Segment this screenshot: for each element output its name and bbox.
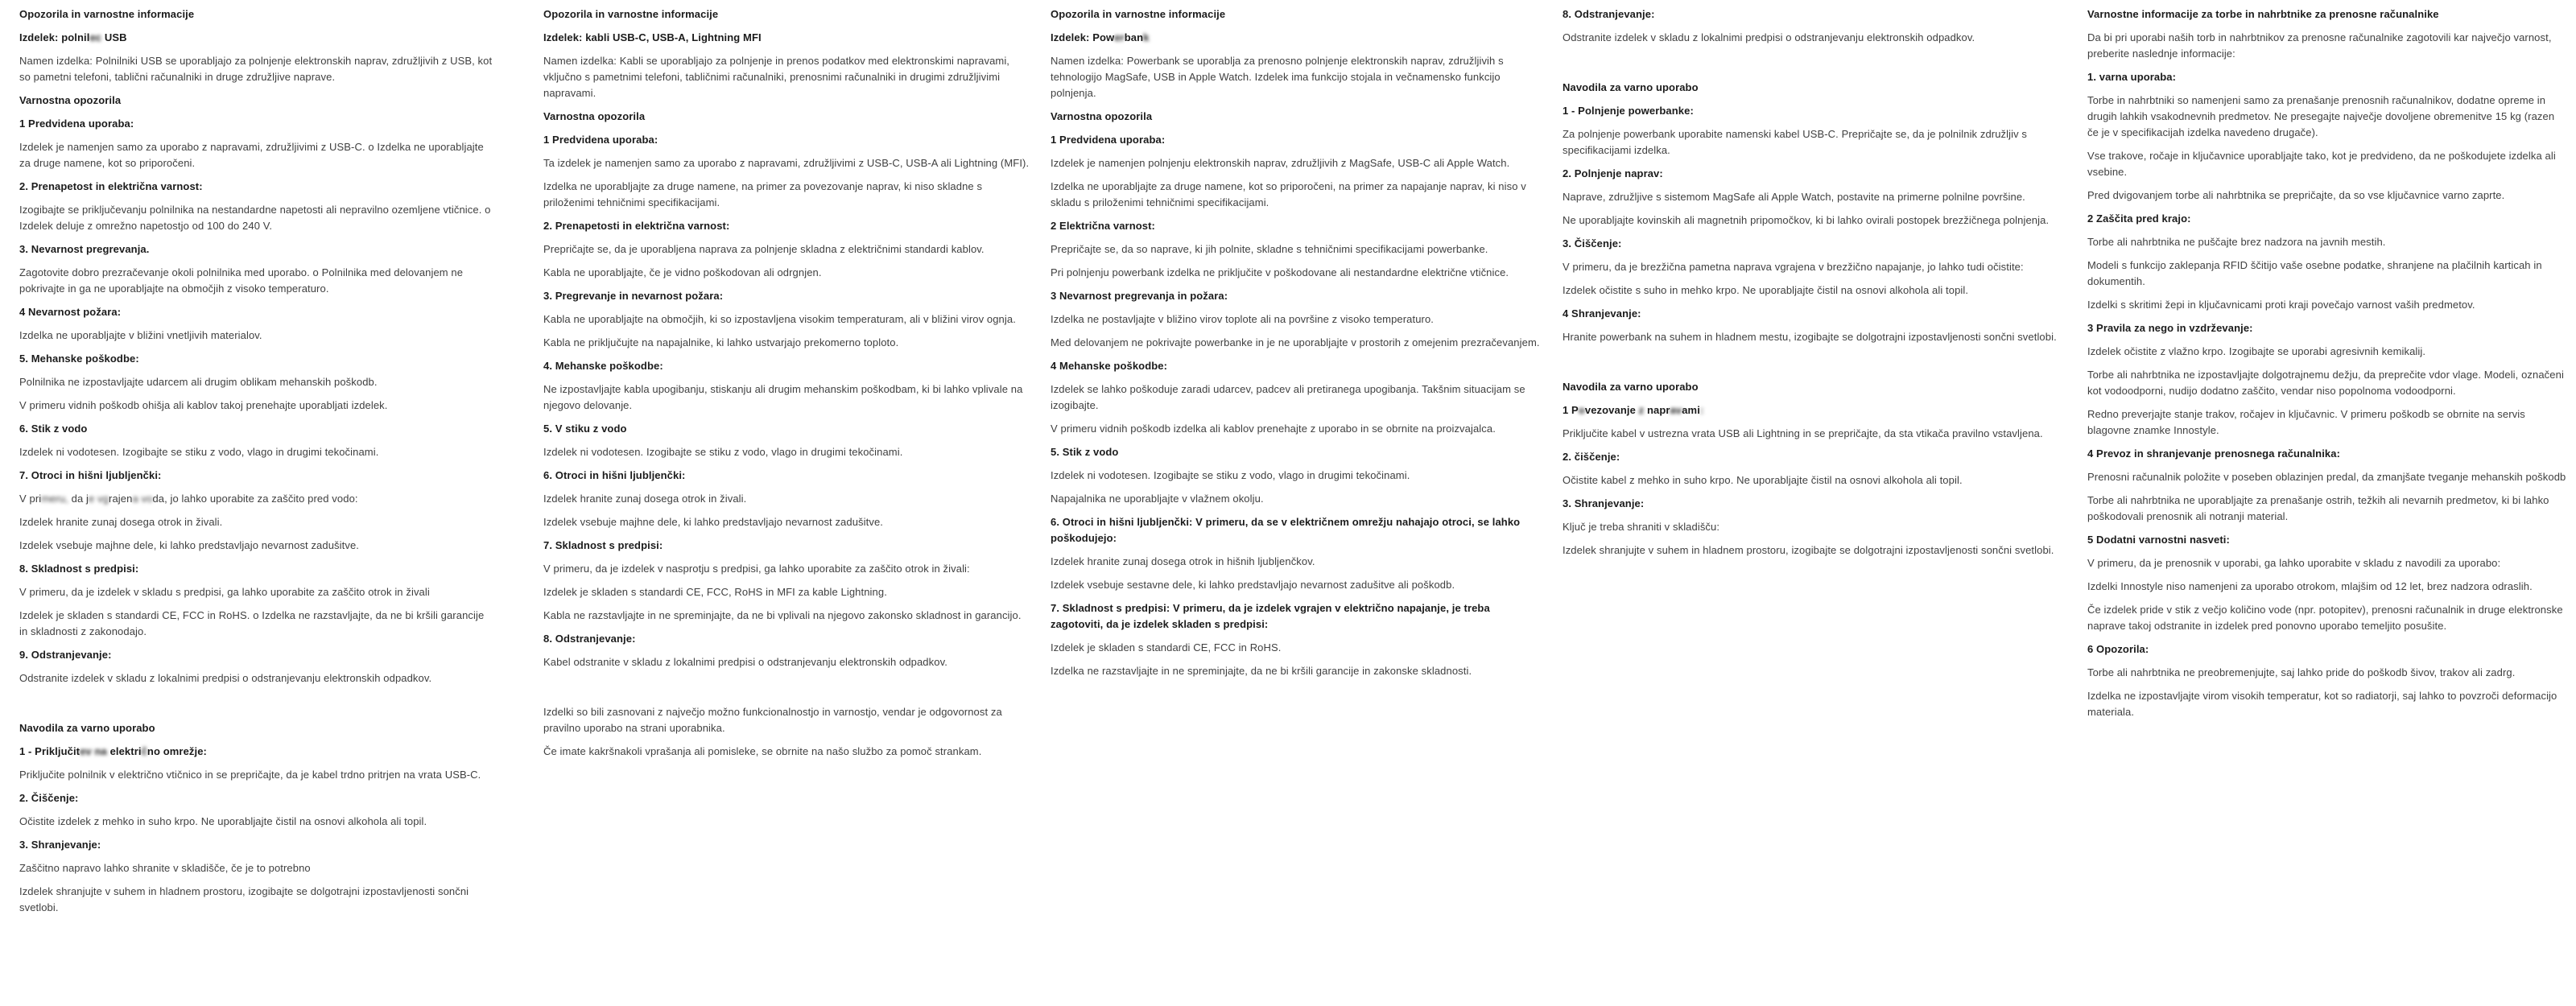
paragraph: Izdelek vsebuje majhne dele, ki lahko predstavljajo nevarnost zadušitve. (19, 539, 359, 551)
smudged-text-segment: : (1699, 404, 1704, 416)
paragraph: Izdelek očistite s suho in mehko krpo. Ne uporabljajte čistil na osnovi alkohola ali topil. (1563, 284, 1969, 296)
section-heading (1563, 402, 2058, 418)
text-segment: ban (1124, 31, 1144, 43)
section-heading: 2. čiščenje: (1563, 451, 1620, 463)
section-heading: Varnostna opozorila (1051, 110, 1153, 122)
section-heading: 8. Odstranjevanje: (1563, 8, 1655, 20)
smudged-text-segment: ec (89, 31, 102, 43)
text-segment: Izdelek: Pow (1051, 31, 1115, 43)
section-heading: Opozorila in varnostne informacije (19, 8, 195, 20)
paragraph: Da bi pri uporabi naših torb in nahrbtnikov za prenosne računalnike zagotovili kar največjo varnost, preberite naslednje informacije: (2087, 31, 2552, 60)
paragraph: Zaščitno napravo lahko shranite v skladišče, če je to potrebno (19, 862, 311, 874)
paragraph: Očistite kabel z mehko in suho krpo. Ne uporabljajte čistil na osnovi alkohola ali topil. (1563, 474, 1963, 486)
text-segment: da j (68, 493, 89, 505)
smudged-text-segment: av (1670, 404, 1682, 416)
paragraph: Modeli s funkcijo zaklepanja RFID ščitijo vaše osebne podatke, shranjene na plačilnih karticah in dokumentih. (2087, 259, 2542, 287)
paragraph: Kabel odstranite v skladu z lokalnimi predpisi o odstranjevanju elektronskih odpadkov. (543, 656, 947, 668)
column-usb-charger (19, 6, 493, 923)
section-heading: 7. Skladnost s predpisi: (543, 539, 663, 551)
column-powerbank-continued (1563, 6, 2058, 566)
paragraph: Izdelek je skladen s standardi CE, FCC, RoHS in MFI za kable Lightning. (543, 586, 887, 598)
section-heading: 5. Mehanske poškodbe: (19, 353, 139, 365)
paragraph: Torbe in nahrbtniki so namenjeni samo za prenašanje prenosnih računalnikov, dodatne opreme in drugih lahkih vsakodnevnih predmetov. Ne presegajte največje dovoljene obremenitve 15 kg (razen če je v specifikacijah izdelka navedeno drugače). (2087, 94, 2555, 138)
section-heading: Navodila za varno uporabo (1563, 81, 1699, 93)
paragraph: Izdelek ni vodotesen. Izogibajte se stiku z vodo, vlago in drugimi tekočinami. (19, 446, 379, 458)
column-laptop-bags (2087, 6, 2566, 728)
paragraph: Torbe ali nahrbtnika ne puščajte brez nadzora na javnih mestih. (2087, 236, 2386, 248)
section-heading: 6. Otroci in hišni ljubljenčki: (543, 469, 686, 481)
paragraph: Pred dvigovanjem torbe ali nahrbtnika se prepričajte, da so vse ključavnice varno zaprte. (2087, 189, 2505, 201)
section-heading: 3. Nevarnost pregrevanja. (19, 243, 150, 255)
section-heading: 3. Pregrevanje in nevarnost požara: (543, 290, 724, 302)
column-cables (543, 6, 1034, 767)
section-heading: Varnostna opozorila (19, 94, 122, 106)
paragraph: V primeru vidnih poškodb izdelka ali kablov prenehajte z uporabo in se obrnite na proizvajalca. (1051, 423, 1496, 435)
section-heading: 4 Prevoz in shranjevanje prenosnega računalnika: (2087, 447, 2341, 460)
paragraph: Če imate kakršnakoli vprašanja ali pomisleke, se obrnite na našo službo za pomoč strankam. (543, 745, 982, 757)
section-heading: 1 Predvidena uporaba: (543, 134, 658, 146)
section-heading: 3. Čiščenje: (1563, 237, 1622, 249)
paragraph: Izdelek vsebuje sestavne dele, ki lahko predstavljajo nevarnost zadušitve ali poškodb. (1051, 579, 1455, 591)
paragraph: Naprave, združljive s sistemom MagSafe ali Apple Watch, postavite na primerne polnilne površine. (1563, 191, 2025, 203)
paragraph: Torbe ali nahrbtnika ne uporabljajte za prenašanje ostrih, težkih ali nevarnih predmetov, ki bi lahko poškodovali prenosnik ali notranji material. (2087, 494, 2549, 522)
paragraph: Ključ je treba shraniti v skladišču: (1563, 521, 1720, 533)
paragraph: V primeru, da je brezžična pametna naprava vgrajena v brezžično napajanje, jo lahko tudi očistite: (1563, 261, 2024, 273)
paragraph: Redno preverjajte stanje trakov, ročajev in ključavnic. V primeru poškodb se obrnite na servis blagovne znamke Innostyle. (2087, 408, 2525, 436)
section-heading: 1. varna uporaba: (2087, 71, 2177, 83)
paragraph: V primeru vidnih poškodb ohišja ali kablov takoj prenehajte uporabljati izdelek. (19, 399, 388, 411)
paragraph: Namen izdelka: Polnilniki USB se uporabljajo za polnjenje elektronskih naprav, združljivih z USB, kot so pametni telefoni, tablični računalniki in druge združljive naprave. (19, 55, 493, 83)
paragraph: Kabla ne razstavljajte in ne spreminjajte, da ne bi vplivali na njegovo zakonsko skladnost in garancijo. (543, 609, 1022, 621)
section-heading: 4 Shranjevanje: (1563, 307, 1641, 320)
section-heading: Navodila za varno uporabo (19, 722, 155, 734)
section-heading: 2. Čiščenje: (19, 792, 79, 804)
text-segment: ami (1682, 404, 1700, 416)
section-heading: 2. Prenapetost in električna varnost: (19, 180, 203, 192)
paragraph: Izdelki so bili zasnovani z največjo možno funkcionalnostjo in varnostjo, vendar je odgovornost za pravilno uporabo na strani uporabnika. (543, 706, 1002, 734)
paragraph: Izdelek shranjujte v suhem in hladnem prostoru, izogibajte se dolgotrajni izpostavljenosti sončni svetlobi. (19, 885, 469, 913)
paragraph: Ne uporabljajte kovinskih ali magnetnih pripomočkov, ki bi lahko ovirali postopek brezžičnega polnjenja. (1563, 214, 2050, 226)
smudged-text-segment: k (1143, 31, 1150, 43)
smudged-text-segment: č (141, 745, 147, 757)
section-heading: 5. V stiku z vodo (543, 423, 627, 435)
paragraph: Izdelki Innostyle niso namenjeni za uporabo otrokom, mlajšim od 12 let, brez nadzora odraslih. (2087, 580, 2533, 592)
paragraph: Izdelka ne razstavljajte in ne spreminjajte, da ne bi kršili garancije in zakonske skladnosti. (1051, 665, 1472, 677)
text-segment: rajen (109, 493, 133, 505)
section-heading: 6. Stik z vodo (19, 423, 88, 435)
column-powerbank (1051, 6, 1542, 686)
paragraph: Kabla ne uporabljajte na območjih, ki so izpostavljena visokim temperaturam, ali v bližini virov ognja. (543, 313, 1016, 325)
paragraph: Izdelek je namenjen polnjenju elektronskih naprav, združljivih z MagSafe, USB-C ali Apple Watch. (1051, 157, 1510, 169)
section-heading: 3. Shranjevanje: (1563, 497, 1645, 509)
paragraph: Polnilnika ne izpostavljajte udarcem ali drugim oblikam mehanskih poškodb. (19, 376, 378, 388)
paragraph: Priključite kabel v ustrezna vrata USB ali Lightning in se prepričajte, da sta vtikača pravilno vstavljena. (1563, 427, 2043, 439)
text-segment: USB (101, 31, 127, 43)
section-heading: 2. Prenapetosti in električna varnost: (543, 220, 730, 232)
paragraph: Izdelek je skladen s standardi CE, FCC in RoHS. (1051, 641, 1282, 653)
paragraph: Izdelka ne izpostavljajte virom visokih temperatur, kot so radiatorji, saj lahko to povzroči deformacijo materiala. (2087, 690, 2557, 718)
paragraph: Za polnjenje powerbank uporabite namenski kabel USB-C. Prepričajte se, da je polnilnik združljiv s specifikacijami izdelka. (1563, 128, 2028, 156)
paragraph: Prepričajte se, da je uporabljena naprava za polnjenje skladna z električnimi standardi kablov. (543, 243, 985, 255)
smudged-text-segment: er (1114, 31, 1125, 43)
section-heading: 5 Dodatni varnostni nasveti: (2087, 534, 2230, 546)
section-heading: 8. Odstranjevanje: (543, 633, 636, 645)
section-heading: 2 Zaščita pred krajo: (2087, 212, 2191, 225)
text-segment: 1 P (1563, 404, 1579, 416)
paragraph: Če izdelek pride v stik z večjo količino vode (npr. potopitev), prenosni računalnik in druge elektronske naprave takoj odstranite in izdelek pred ponovno uporabo temeljito posušite. (2087, 604, 2563, 632)
section-heading: Izdelek: kabli USB-C, USB-A, Lightning MFI (543, 31, 762, 43)
paragraph: Izdelki s skritimi žepi in ključavnicami proti kraji povečajo varnost vaših predmetov. (2087, 299, 2475, 311)
paragraph: Hranite powerbank na suhem in hladnem mestu, izogibajte se dolgotrajni izpostavljenosti sončni svetlobi. (1563, 331, 2057, 343)
paragraph: Kabla ne uporabljajte, če je vidno poškodovan ali odrgnjen. (543, 266, 822, 278)
paragraph: V primeru, da je izdelek v nasprotju s predpisi, ga lahko uporabite za zaščito otrok in živali: (543, 563, 970, 575)
paragraph: Izdelek vsebuje majhne dele, ki lahko predstavljajo nevarnost zadušitve. (543, 516, 883, 528)
paragraph: Ta izdelek je namenjen samo za uporabo z napravami, združljivimi z USB-C, USB-A ali Lightning (MFI). (543, 157, 1030, 169)
text-segment: da, jo lahko uporabite za zaščito pred vodo: (152, 493, 358, 505)
paragraph: Torbe ali nahrbtnika ne izpostavljajte dolgotrajnemu dežju, da preprečite vdor vlage. Modeli, označeni kot vodoodporni, nudijo dodatno zaščito, vendar niso popolnoma vodoodporni. (2087, 369, 2564, 397)
paragraph: Izdelka ne uporabljajte za druge namene, na primer za povezovanje naprav, ki niso skladne s priloženimi tehničnimi specifikacijami. (543, 180, 983, 208)
text-segment: Izdelek: polnil (19, 31, 90, 43)
section-heading: Opozorila in varnostne informacije (1051, 8, 1226, 20)
paragraph: Priključite polnilnik v električno vtičnico in se prepričajte, da je kabel trdno pritrjen na vrata USB-C. (19, 769, 481, 781)
section-heading: 4 Mehanske poškodbe: (1051, 360, 1168, 372)
section-heading (19, 30, 493, 46)
paragraph: Kabla ne priključujte na napajalnike, ki lahko ustvarjajo prekomerno toploto. (543, 336, 899, 348)
paragraph: Namen izdelka: Powerbank se uporablja za prenosno polnjenje elektronskih naprav, združljivih s tehnologijo MagSafe, USB in Apple Watch. Izdelek ima funkcijo stojala in večnamensko funkcijo polnjenja. (1051, 55, 1504, 99)
paragraph: Prenosni računalnik položite v poseben oblazinjen predal, da zmanjšate tveganje mehanskih poškodb (2087, 471, 2566, 483)
paragraph: Napajalnika ne uporabljajte v vlažnem okolju. (1051, 493, 1264, 505)
section-heading: 9. Odstranjevanje: (19, 649, 112, 661)
paragraph: Izdelek hranite zunaj dosega otrok in hišnih ljubljenčkov. (1051, 555, 1315, 567)
paragraph: Izdelka ne postavljajte v bližino virov toplote ali na površine z visoko temperaturo. (1051, 313, 1435, 325)
text-segment: V pri (19, 493, 42, 505)
section-heading: 1 Predvidena uporaba: (19, 118, 134, 130)
paragraph: Namen izdelka: Kabli se uporabljajo za polnjenje in prenos podatkov med elektronskimi napravami, vključno s pametnimi telefoni, tabličnimi računalniki, prenosnimi računalniki in drugimi združljivimi napravami. (543, 55, 1010, 99)
text-segment: napr (1644, 404, 1670, 416)
paragraph: Očistite izdelek z mehko in suho krpo. Ne uporabljajte čistil na osnovi alkohola ali topil. (19, 815, 427, 827)
paragraph: Izdelka ne uporabljajte za druge namene, kot so priporočeni, na primer za napajanje naprav, ki niso v skladu s priloženimi tehničnimi specifikacijami. (1051, 180, 1526, 208)
section-heading: 7. Skladnost s predpisi: V primeru, da je izdelek vgrajen v električno napajanje, je treba zagotoviti, da je izdelek skladen s predpisi: (1051, 602, 1490, 630)
smudged-text-segment: a vo (132, 493, 153, 505)
paragraph: Med delovanjem ne pokrivajte powerbanke in je ne uporabljajte v prostorih z omejenim prezračevanjem. (1051, 336, 1540, 348)
smudged-text-segment: meru, (41, 493, 68, 505)
paragraph: Zagotovite dobro prezračevanje okoli polnilnika med uporabo. o Polnilnika med delovanjem ne pokrivajte in ga ne uporabljajte na območjih z visoko temperaturo. (19, 266, 464, 295)
paragraph: Ne izpostavljajte kabla upogibanju, stiskanju ali drugim mehanskim poškodbam, ki bi lahko vplivale na njegovo delovanje. (543, 383, 1023, 411)
section-heading: 4 Nevarnost požara: (19, 306, 122, 318)
paragraph: Izogibajte se priključevanju polnilnika na nestandardne napetosti ali nepravilno ozemljene vtičnice. o Izdelek deluje z omrežno napetostjo od 100 do 240 V. (19, 204, 491, 232)
section-heading (19, 744, 493, 760)
paragraph: Izdelek shranjujte v suhem in hladnem prostoru, izogibajte se dolgotrajni izpostavljenosti sončni svetlobi. (1563, 544, 2054, 556)
paragraph: Pri polnjenju powerbank izdelka ne priključite v poškodovane ali nestandardne električne vtičnice. (1051, 266, 1509, 278)
section-heading: 1 - Polnjenje powerbanke: (1563, 105, 1694, 117)
section-heading: Navodila za varno uporabo (1563, 381, 1699, 393)
paragraph: V primeru, da je prenosnik v uporabi, ga lahko uporabite v skladu z navodili za uporabo: (2087, 557, 2501, 569)
smudged-text-segment: ev na (80, 745, 110, 757)
paragraph: Izdelek ni vodotesen. Izogibajte se stiku z vodo, vlago in drugimi tekočinami. (543, 446, 903, 458)
section-heading: Varnostna opozorila (543, 110, 646, 122)
paragraph: Izdelek ni vodotesen. Izogibajte se stiku z vodo, vlago in drugimi tekočinami. (1051, 469, 1410, 481)
section-heading: 3 Pravila za nego in vzdrževanje: (2087, 322, 2253, 334)
paragraph: Odstranite izdelek v skladu z lokalnimi predpisi o odstranjevanju elektronskih odpadkov. (19, 672, 432, 684)
section-heading: 6 Opozorila: (2087, 643, 2149, 655)
paragraph: V primeru, da je izdelek v skladu s predpisi, ga lahko uporabite za zaščito otrok in živali (19, 586, 430, 598)
paragraph: Izdelek hranite zunaj dosega otrok in živali. (19, 516, 223, 528)
section-heading: 3 Nevarnost pregrevanja in požara: (1051, 290, 1228, 302)
paragraph: Izdelek se lahko poškoduje zaradi udarcev, padcev ali pretiranega upogibanja. Takšnim situacijam se izogibajte. (1051, 383, 1525, 411)
section-heading: 5. Stik z vodo (1051, 446, 1119, 458)
paragraph: Izdelek je namenjen samo za uporabo z napravami, združljivimi z USB-C. o Izdelka ne uporabljajte za druge namene, kot so priporočeni. (19, 141, 484, 169)
text-segment: vezovanje (1584, 404, 1639, 416)
section-heading: 6. Otroci in hišni ljubljenčki: V primeru, da se v električnem omrežju nahajajo otroci, se lahko poškodujejo: (1051, 516, 1521, 544)
paragraph: Izdelek očistite z vlažno krpo. Izogibajte se uporabi agresivnih kemikalij. (2087, 345, 2426, 357)
section-heading: 4. Mehanske poškodbe: (543, 360, 663, 372)
paragraph: Odstranite izdelek v skladu z lokalnimi predpisi o odstranjevanju elektronskih odpadkov. (1563, 31, 1975, 43)
paragraph: Prepričajte se, da so naprave, ki jih polnite, skladne s tehničnimi specifikacijami powerbanke. (1051, 243, 1488, 255)
section-heading: Varnostne informacije za torbe in nahrbtnike za prenosne računalnike (2087, 8, 2439, 20)
section-heading: Opozorila in varnostne informacije (543, 8, 719, 20)
smudged-text-segment: z (1638, 404, 1645, 416)
section-heading: 2. Polnjenje naprav: (1563, 167, 1663, 179)
paragraph (19, 491, 493, 507)
section-heading: 2 Električna varnost: (1051, 220, 1155, 232)
smudged-text-segment: o (1578, 404, 1585, 416)
paragraph: Izdelka ne uporabljajte v bližini vnetljivih materialov. (19, 329, 262, 341)
section-heading: 7. Otroci in hišni ljubljenčki: (19, 469, 162, 481)
text-segment: no omrežje: (147, 745, 207, 757)
paragraph: Izdelek je skladen s standardi CE, FCC in RoHS. o Izdelka ne razstavljajte, da ne bi kršili garancije in skladnosti z zakonodajo. (19, 609, 485, 637)
text-segment: elektri (109, 745, 142, 757)
paragraph: Izdelek hranite zunaj dosega otrok in živali. (543, 493, 747, 505)
section-heading: 3. Shranjevanje: (19, 839, 101, 851)
section-heading: 1 Predvidena uporaba: (1051, 134, 1166, 146)
section-heading (1051, 30, 1542, 46)
paragraph: Torbe ali nahrbtnika ne preobremenjujte, saj lahko pride do poškodb šivov, trakov ali zadrg. (2087, 666, 2516, 678)
paragraph: Vse trakove, ročaje in ključavnice uporabljajte tako, kot je predvideno, da ne poškodujete izdelka ali vsebine. (2087, 150, 2556, 178)
smudged-text-segment: e vg (89, 493, 109, 505)
section-heading: 8. Skladnost s predpisi: (19, 563, 139, 575)
text-segment: 1 - Priključit (19, 745, 80, 757)
